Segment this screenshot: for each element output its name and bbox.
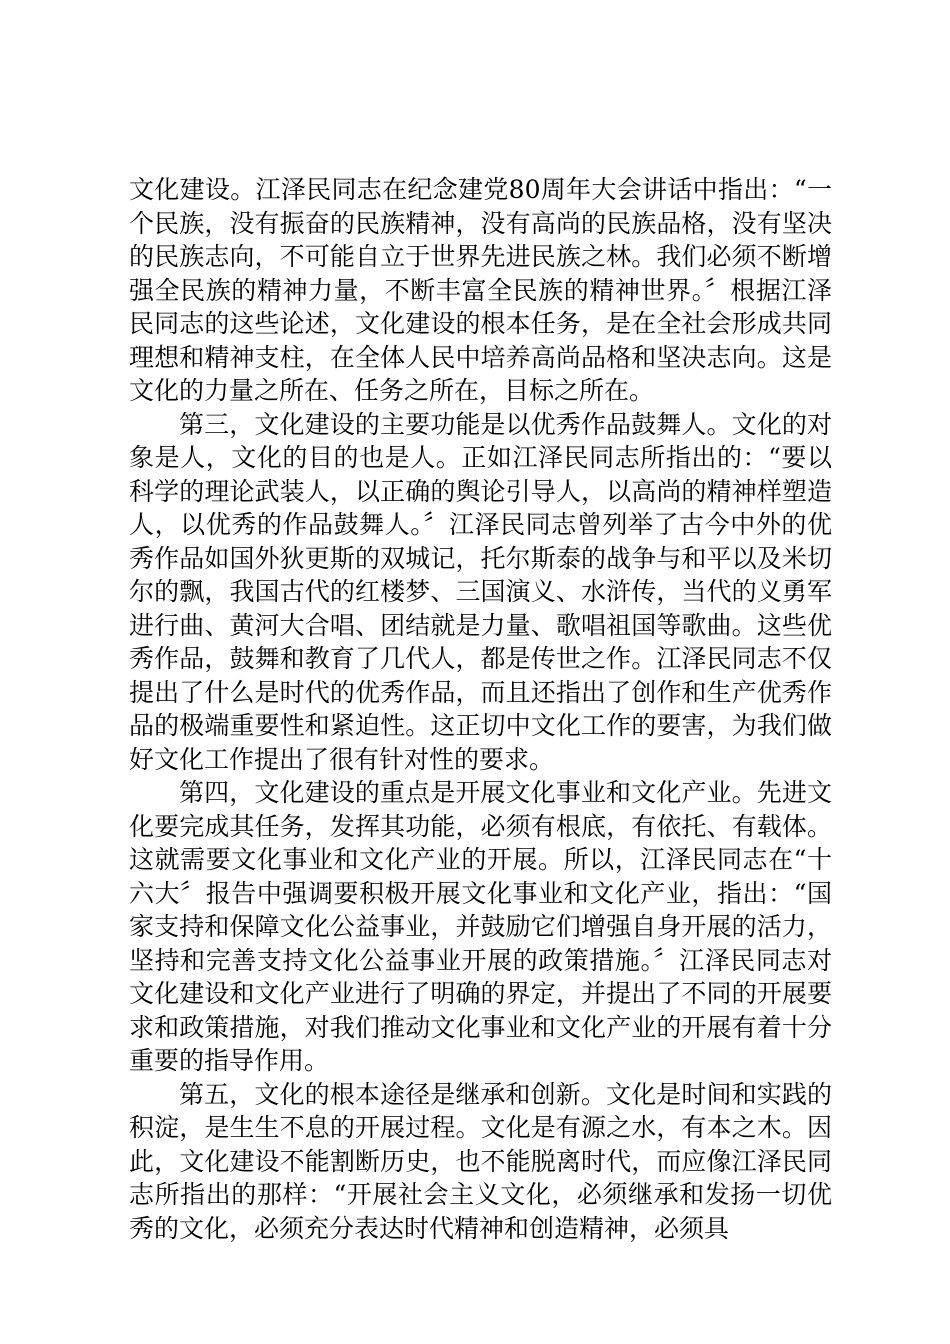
paragraph-fifth-point: 第五，文化的根本途径是继承和创新。文化是时间和实践的积淀，是生生不息的开展过程。文化是有源之水，有本之木。因此，文化建设不能割断历史，也不能脱离时代，而应像江泽民同志所指出的那样：“开展社会主义文化，必须继承和发扬一切优秀的文化，必须充分表达时代精神和创造精神，必须具 xyxy=(129,1079,832,1243)
paragraph-fourth-point: 第四，文化建设的重点是开展文化事业和文化产业。先进文化要完成其任务，发挥其功能，必须有根底，有依托、有载体。这就需要文化事业和文化产业的开展。所以，江泽民同志在“十六大〞报告中强调要积极开展文化事业和文化产业，指出：“国家支持和保障文化公益事业，并鼓励它们增强自身开展的活力，坚持和完善支持文化公益事业开展的政策措施。〞江泽民同志对文化建设和文化产业进行了明确的界定，并提出了不同的开展要求和政策措施，对我们推动文化事业和文化产业的开展有着十分重要的指导作用。 xyxy=(129,778,832,1075)
paragraph-third-point: 第三，文化建设的主要功能是以优秀作品鼓舞人。文化的对象是人，文化的目的也是人。正如江泽民同志所指出的：“要以科学的理论武装人，以正确的舆论引导人，以高尚的精神样塑造人，以优秀的作品鼓舞人。〞江泽民同志曾列举了古今中外的优秀作品如国外狄更斯的双城记，托尔斯泰的战争与和平以及米切尔的飘，我国古代的红楼梦、三国演义、水浒传，当代的义勇军进行曲、黄河大合唱、团结就是力量、歌唱祖国等歌曲。这些优秀作品，鼓舞和教育了几代人，都是传世之作。江泽民同志不仅提出了什么是时代的优秀作品，而且还指出了创作和生产优秀作品的极端重要性和紧迫性。这正切中文化工作的要害，为我们做好文化工作提出了很有针对性的要求。 xyxy=(129,409,832,774)
paragraph-wenhua-jianshe: 文化建设。江泽民同志在纪念建党80周年大会讲话中指出：“一个民族，没有振奋的民族精神，没有高尚的民族品格，没有坚决的民族志向，不可能自立于世界先进民族之林。我们必须不断增强全民族的精神力量，不断丰富全民族的精神世界。〞根据江泽民同志的这些论述，文化建设的根本任务，是在全社会形成共同理想和精神支柱，在全体人民中培养高尚品格和坚决志向。这是文化的力量之所在、任务之所在，目标之所在。 xyxy=(129,175,832,405)
document-body xyxy=(129,173,832,1245)
